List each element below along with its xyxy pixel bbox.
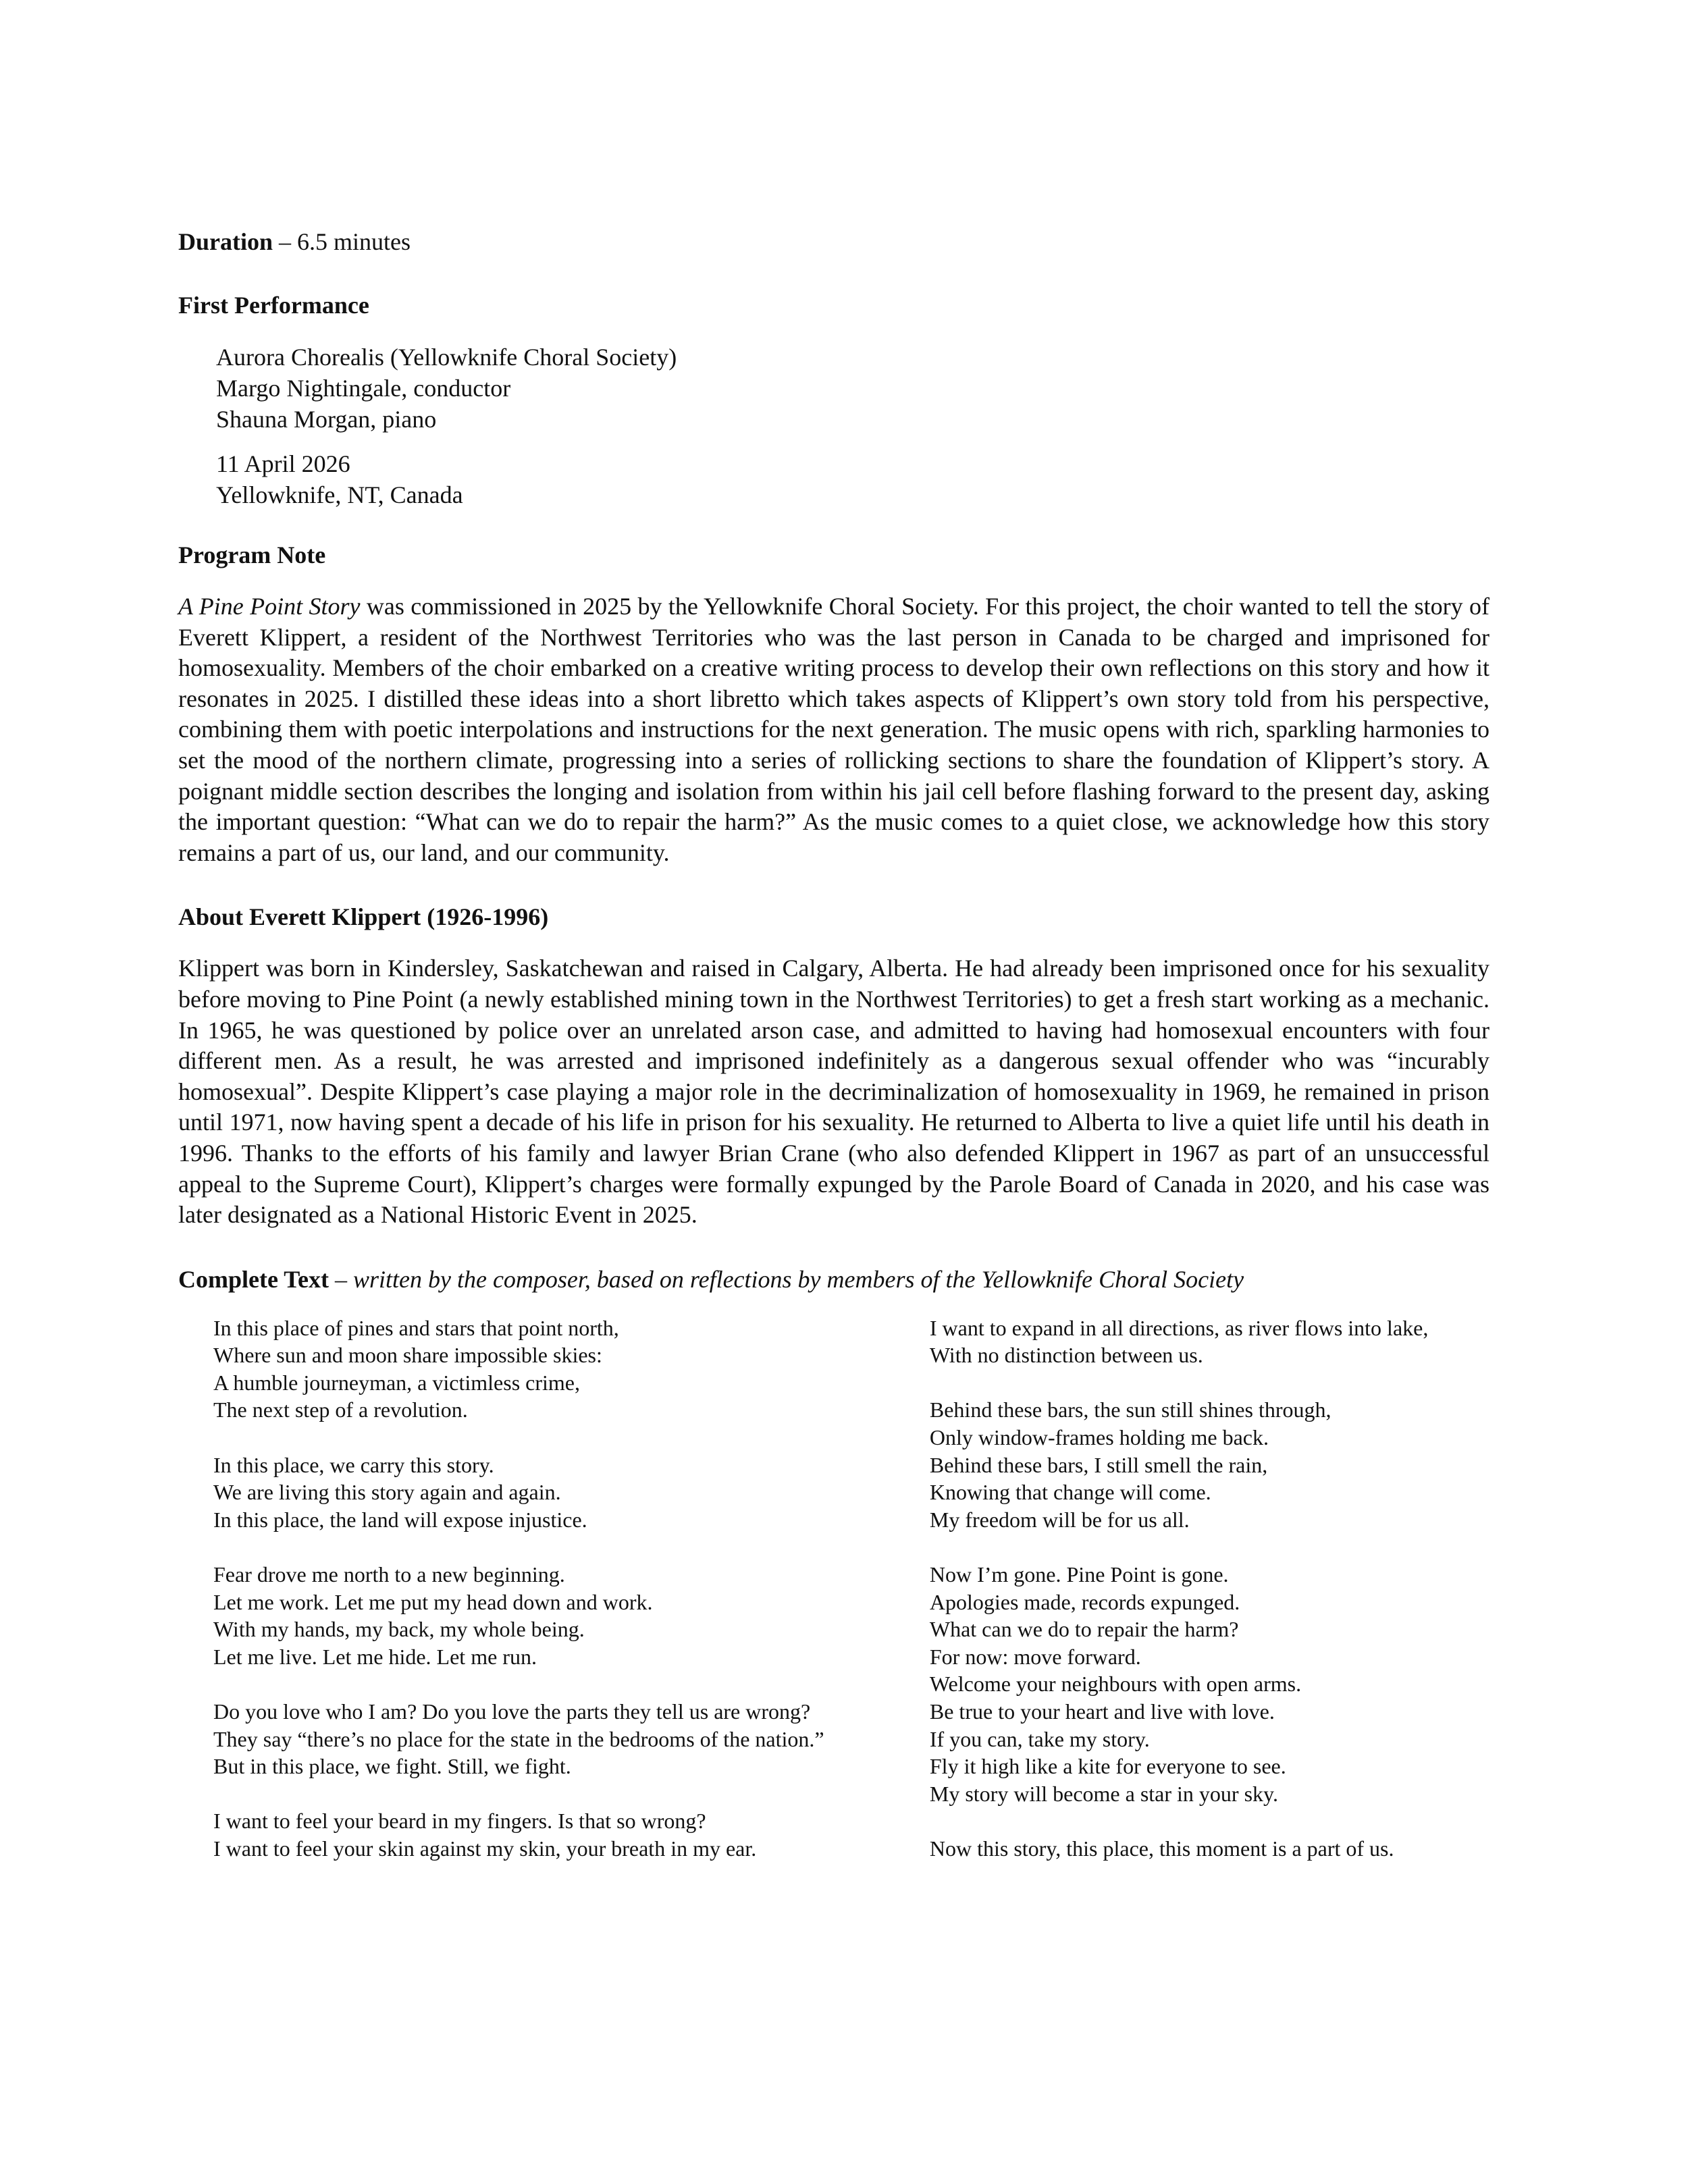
verse-line: They say “there’s no place for the state in the bedrooms of the nation.” [213, 1726, 824, 1751]
complete-text-heading [178, 1264, 1489, 1294]
verse-line: What can we do to repair the harm? [929, 1617, 1239, 1642]
verse-line: Be true to your heart and live with love. [929, 1699, 1275, 1724]
verse-line: My story will become a star in your sky. [929, 1781, 1278, 1806]
verse-line: Let me live. Let me hide. Let me run. [213, 1644, 537, 1669]
verse-line: Only window-frames holding me back. [929, 1425, 1269, 1450]
verse-line: In this place, the land will expose injustice. [213, 1507, 587, 1532]
verse-line: In this place, we carry this story. [213, 1452, 494, 1477]
verse-line: The next step of a revolution. [213, 1397, 468, 1422]
verse-line: Apologies made, records expunged. [929, 1589, 1240, 1614]
verse-line: Let me work. Let me put my head down and work. [213, 1589, 653, 1614]
verse-line: In this place of pines and stars that point north, [213, 1315, 619, 1340]
libretto-right-column [930, 1314, 1489, 1863]
verse-line: Fly it high like a kite for everyone to see. [929, 1754, 1286, 1779]
verse-line: Now this story, this place, this moment is a part of us. [929, 1836, 1394, 1861]
duration-value: – 6.5 minutes [273, 228, 411, 255]
first-performance-heading: First Performance [178, 292, 369, 319]
verse-line: We are living this story again and again. [213, 1480, 561, 1505]
about-heading: About Everett Klippert (1926-1996) [178, 903, 549, 931]
stanza [930, 1561, 1489, 1807]
performance-date: 11 April 2026 [216, 450, 350, 477]
complete-text-label: Complete Text [178, 1265, 329, 1293]
stanza [213, 1807, 930, 1862]
work-title: A Pine Point Story [178, 593, 361, 620]
program-note-heading: Program Note [178, 541, 326, 568]
verse-line: A humble journeyman, a victimless crime, [213, 1370, 580, 1395]
libretto-left-column [213, 1314, 930, 1863]
verse-line: Now I’m gone. Pine Point is gone. [929, 1562, 1229, 1587]
verse-line: I want to feel your beard in my fingers. Is that so wrong? [213, 1809, 706, 1834]
stanza [213, 1698, 930, 1780]
performer-line: Shauna Morgan, piano [216, 406, 437, 433]
verse-line: I want to expand in all directions, as river flows into lake, [929, 1315, 1429, 1340]
verse-line: My freedom will be for us all. [929, 1507, 1190, 1532]
stanza [930, 1835, 1489, 1863]
complete-text-subtitle: – written by the composer, based on reflections by members of the Yellowknife Choral Society [328, 1265, 1244, 1293]
verse-line: But in this place, we fight. Still, we fight. [213, 1754, 571, 1779]
libretto-columns [213, 1314, 1489, 1863]
performance-place: Yellowknife, NT, Canada [216, 481, 463, 508]
verse-line: Knowing that change will come. [929, 1480, 1211, 1505]
verse-line: Fear drove me north to a new beginning. [213, 1562, 565, 1587]
program-note-body [178, 591, 1489, 868]
performer-line: Aurora Chorealis (Yellowknife Choral Society) [216, 344, 677, 371]
verse-line: With my hands, my back, my whole being. [213, 1617, 585, 1642]
stanza [213, 1451, 930, 1534]
verse-line: Welcome your neighbours with open arms. [929, 1672, 1302, 1697]
stanza [930, 1396, 1489, 1533]
stanza [213, 1561, 930, 1670]
verse-line: I want to feel your skin against my skin, your breath in my ear. [213, 1836, 757, 1861]
page [178, 227, 1489, 1863]
performers-block [216, 342, 1489, 435]
duration-label: Duration [178, 228, 273, 255]
verse-line: Where sun and moon share impossible skies: [213, 1343, 602, 1368]
stanza [930, 1314, 1489, 1369]
verse-line: For now: move forward. [929, 1644, 1141, 1669]
performer-line: Margo Nightingale, conductor [216, 375, 511, 402]
verse-line: Behind these bars, the sun still shines through, [929, 1397, 1331, 1422]
verse-line: Behind these bars, I still smell the rain, [929, 1452, 1268, 1477]
verse-line: If you can, take my story. [929, 1726, 1150, 1751]
verse-line: Do you love who I am? Do you love the parts they tell us are wrong? [213, 1699, 811, 1724]
performance-date-place [216, 448, 1489, 510]
duration-line [178, 227, 1489, 257]
program-note-text: was commissioned in 2025 by the Yellowknife Choral Society. For this project, the choir wanted to tell the story of Everett Klippert, a resident of the Northwest Territories who was the last person in Canada to be charged and imprisoned for homosexuality. Members of the choir embarked on a creative writing process to develop their own reflections on this story and how it resonates in 2025. I distilled these ideas into a short libretto which takes aspects of Klippert’s own story told from his perspective, combining them with poetic interpolations and instructions for the next generation. The music opens with rich, sparkling harmonies to set the mood of the northern climate, progressing into a series of rollicking sections to share the foundation of Klippert’s story. A poignant middle section describes the longing and isolation from within his jail cell before flashing forward to the present day, asking the important question: “What can we do to repair the harm?” As the music comes to a quiet close, we acknowledge how this story remains a part of us, our land, and our community. [178, 593, 1490, 866]
stanza [213, 1314, 930, 1424]
about-body: Klippert was born in Kindersley, Saskatchewan and raised in Calgary, Alberta. He had already been imprisoned once for his sexuality before moving to Pine Point (a newly established mining town in the Northwest Territories) to get a fresh start working as a mechanic. In 1965, he was questioned by police over an unrelated arson case, and admitted to having had homosexual encounters with four different men. As a result, he was arrested and imprisoned indefinitely as a dangerous sexual offender who was “incurably homosexual”. Despite Klippert’s case playing a major role in the decriminalization of homosexuality in 1969, he remained in prison until 1971, now having spent a decade of his life in prison for his sexuality. He returned to Alberta to live a quiet life until his death in 1996. Thanks to the efforts of his family and lawyer Brian Crane (who also defended Klippert in 1967 as part of an unsuccessful appeal to the Supreme Court), Klippert’s charges were formally expunged by the Parole Board of Canada in 2020, and his case was later designated as a National Historic Event in 2025. [178, 955, 1489, 1229]
verse-line: With no distinction between us. [929, 1343, 1203, 1368]
